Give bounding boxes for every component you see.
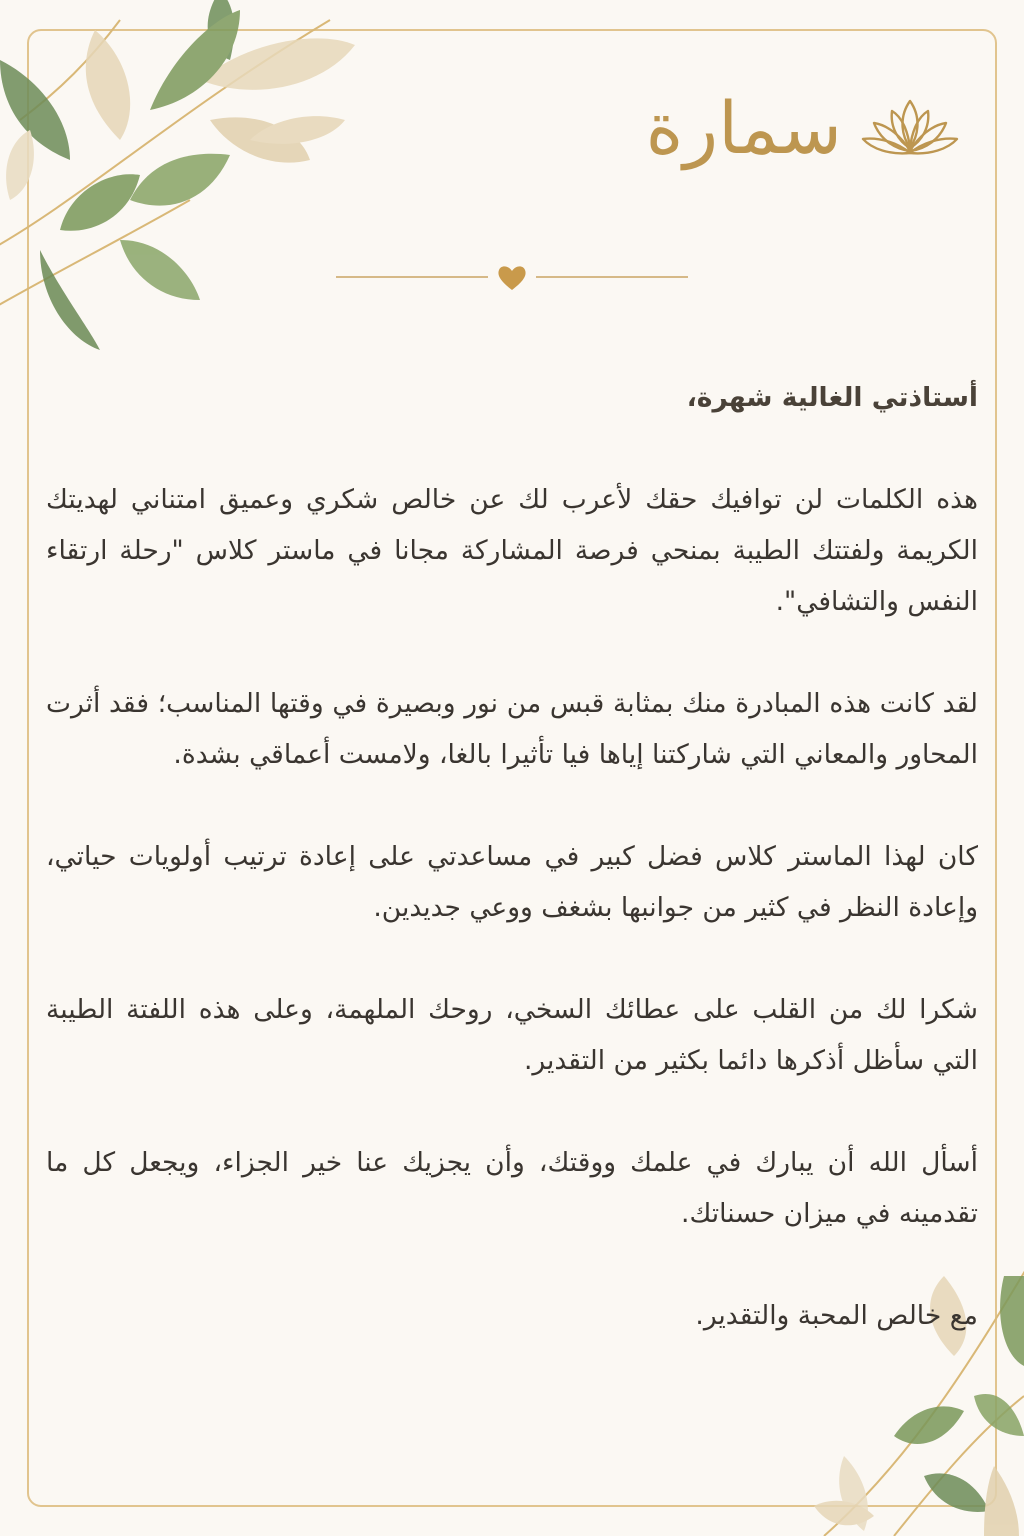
letter-paragraph-3: كان لهذا الماستر كلاس فضل كبير في مساعدتي على إعادة ترتيب أولويات حياتي، وإعادة النظر في كثير من جوانبها بشغف ووعي جديدين. [46, 841, 978, 923]
heart-divider [336, 262, 688, 292]
letter-paragraph-1: هذه الكلمات لن توافيك حقك لأعرب لك عن خالص شكري وعميق امتناني لهديتك الكريمة ولفتتك الطيبة بمنحي فرصة المشاركة مجانا في ماستر كلاس "رحلة ارتقاء النفس والتشافي". [46, 484, 978, 617]
heart-icon [498, 266, 525, 290]
leaf-decoration-top-left [0, 0, 380, 360]
letter-greeting: أستاذتي الغالية شهرة، [686, 382, 978, 413]
brand-name: سمارة [645, 86, 842, 170]
letter-body [46, 372, 978, 1341]
brand-logo [646, 78, 960, 178]
letter-paragraph-5: أسأل الله أن يبارك في علمك ووقتك، وأن يجزيك عنا خير الجزاء، ويجعل كل ما تقدمينه في ميزان حسناتك. [46, 1147, 978, 1229]
lotus-icon [860, 93, 960, 163]
letter-paragraph-2: لقد كانت هذه المبادرة منك بمثابة قبس من نور وبصيرة في وقتها المناسب؛ فقد أثرت المحاور والمعاني التي شاركتنا إياها فيا تأثيرا بالغا، ولامست أعماقي بشدة. [46, 688, 978, 770]
letter-paragraph-4: شكرا لك من القلب على عطائك السخي، روحك الملهمة، وعلى هذه اللفتة الطيبة التي سأظل أذكرها دائما بكثير من التقدير. [46, 994, 978, 1076]
letter-closing: مع خالص المحبة والتقدير. [695, 1300, 978, 1331]
